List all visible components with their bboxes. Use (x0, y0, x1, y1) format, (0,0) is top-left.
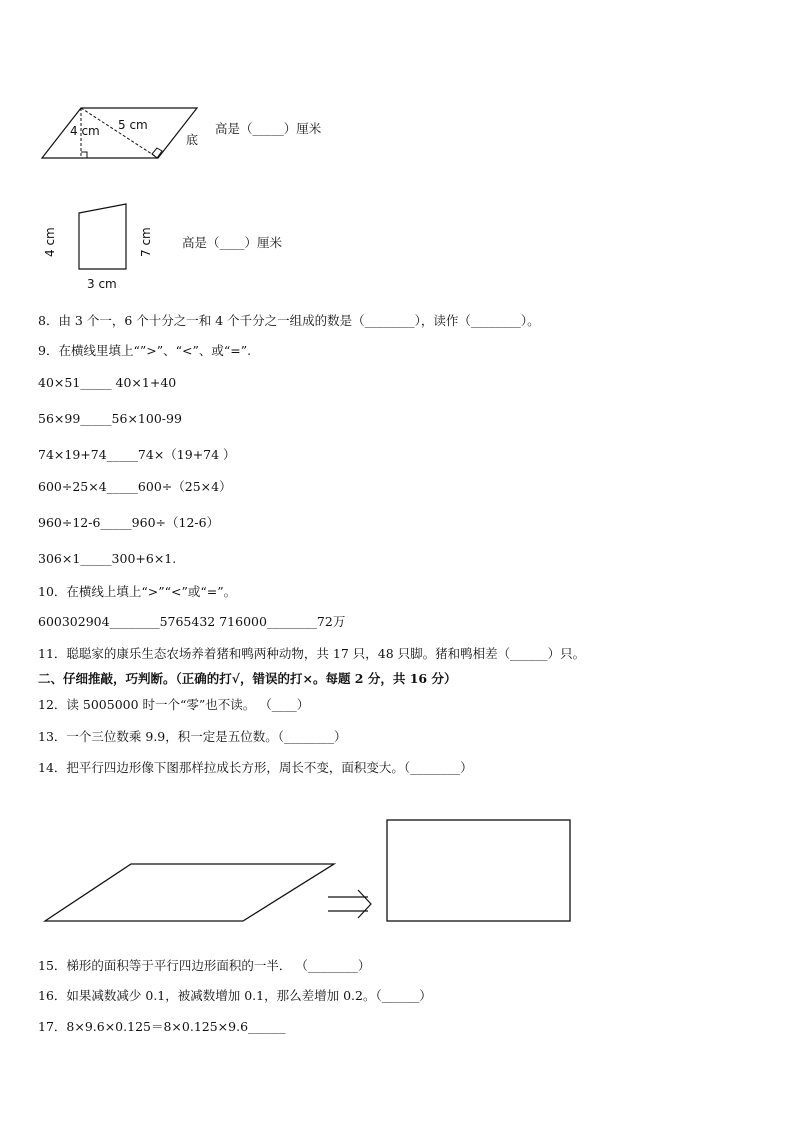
question-16: 16．如果减数减少 0.1，被减数增加 0.1，那么差增加 0.2。（______） (38, 988, 432, 1003)
rectangle-shape (387, 820, 570, 921)
question-10-title: 10．在横线上填上“>”“<”或“=”。 (38, 584, 237, 599)
double-arrow-icon (358, 890, 371, 918)
trapezoid-bottom-label: 3 cm (87, 277, 117, 291)
q9-item-6: 306×1_____300+6×1. (38, 551, 177, 566)
question-13: 13．一个三位数乘 9.9，积一定是五位数。（________） (38, 729, 347, 744)
figure2-caption: 高是（____）厘米 (182, 235, 283, 250)
trapezoid-right-label: 7 cm (139, 227, 153, 257)
question-8: 8．由 3 个一，6 个十分之一和 4 个千分之一组成的数是（________），读作（________）。 (38, 313, 540, 328)
section-2-heading: 二、仔细推敲，巧判断。（正确的打√，错误的打×。每题 2 分，共 16 分） (38, 671, 457, 686)
slant-label: 5 cm (118, 118, 148, 132)
q9-item-1: 40×51_____ 40×1+40 (38, 375, 177, 390)
q9-item-4: 600÷25×4_____600÷（25×4） (38, 479, 232, 494)
question-11: 11．聪聪家的康乐生态农场养着猪和鸭两种动物，共 17 只，48 只脚。猪和鸭相差（______）只。 (38, 646, 586, 661)
base-label: 底 (186, 133, 199, 147)
question-12: 12．读 5005000 时一个“零”也不读。 （____） (38, 697, 310, 712)
figure1-caption: 高是（_____）厘米 (215, 121, 322, 136)
q9-item-3: 74×19+74_____74×（19+74 ） (38, 447, 236, 462)
question-14: 14．把平行四边形像下图那样拉成长方形，周长不变，面积变大。（________） (38, 760, 473, 775)
q9-item-2: 56×99_____56×100-99 (38, 411, 182, 426)
question-17: 17．8×9.6×0.125＝8×0.125×9.6______ (38, 1019, 286, 1034)
q9-item-5: 960÷12-6_____960÷（12-6） (38, 515, 220, 530)
question-15: 15．梯形的面积等于平行四边形面积的一半． （________） (38, 958, 371, 973)
parallelogram-3-shape (45, 864, 334, 921)
question-9-title: 9．在横线里填上“”>”、“<”、或“=”. (38, 343, 252, 358)
height-label: 4 cm (70, 124, 100, 138)
question-10-line: 600302904________5765432 716000________72万 (38, 614, 346, 629)
trapezoid-left-label: 4 cm (43, 227, 57, 257)
